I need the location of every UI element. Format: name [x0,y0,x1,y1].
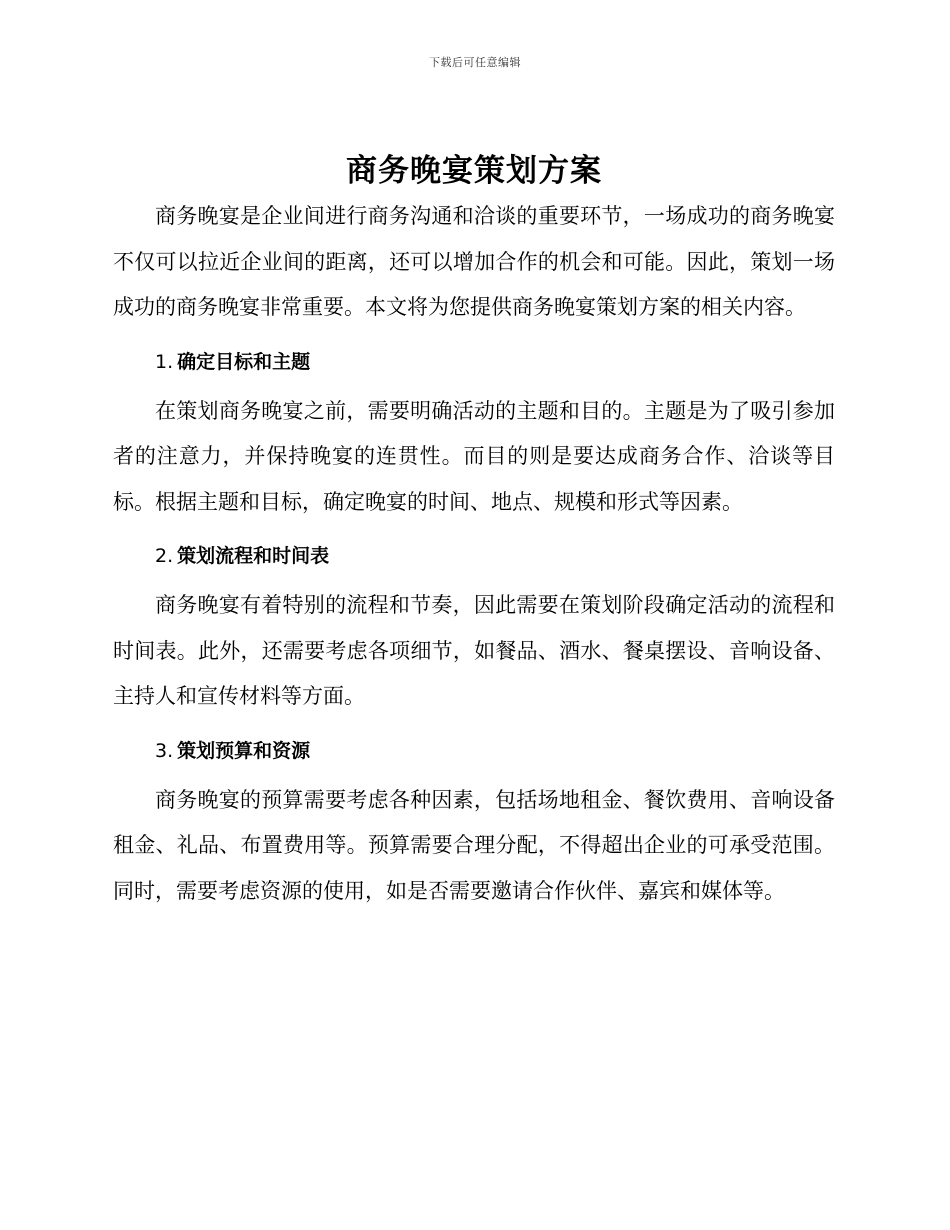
section-title: 策划预算和资源 [177,739,311,762]
intro-paragraph: 商务晚宴是企业间进行商务沟通和洽谈的重要环节，一场成功的商务晚宴不仅可以拉近企业间的距离，还可以增加合作的机会和可能。因此，策划一场成功的商务晚宴非常重要。本文将为您提供商务晚宴策划方案的相关内容。 [113,204,835,319]
section-heading [113,732,835,770]
section-number: 3. [155,739,174,762]
section-1 [113,343,835,526]
section-3 [113,732,835,915]
section-paragraph: 商务晚宴有着特别的流程和节奏，因此需要在策划阶段确定活动的流程和时间表。此外，还需要考虑各项细节，如餐品、酒水、餐桌摆设、音响设备、主持人和宣传材料等方面。 [113,593,835,708]
section-paragraph: 在策划商务晚宴之前，需要明确活动的主题和目的。主题是为了吸引参加者的注意力，并保持晚宴的连贯性。而目的则是要达成商务合作、洽谈等目标。根据主题和目标，确定晚宴的时间、地点、规模和形式等因素。 [113,398,835,514]
section-heading [113,537,835,575]
section-number: 2. [155,545,174,567]
document-title: 商务晚宴策划方案 [346,153,602,189]
header-note: 下载后可任意编辑 [429,56,521,69]
section-heading [113,343,835,381]
section-paragraph: 商务晚宴的预算需要考虑各种因素，包括场地租金、餐饮费用、音响设备租金、礼品、布置费用等。预算需要合理分配，不得超出企业的可承受范围。同时，需要考虑资源的使用，如是否需要邀请合作伙伴、嘉宾和媒体等。 [113,787,835,903]
section-2 [113,537,835,720]
section-number: 1. [155,350,174,373]
section-title: 确定目标和主题 [177,350,311,373]
document-body [113,148,835,914]
section-title: 策划流程和时间表 [177,545,330,567]
